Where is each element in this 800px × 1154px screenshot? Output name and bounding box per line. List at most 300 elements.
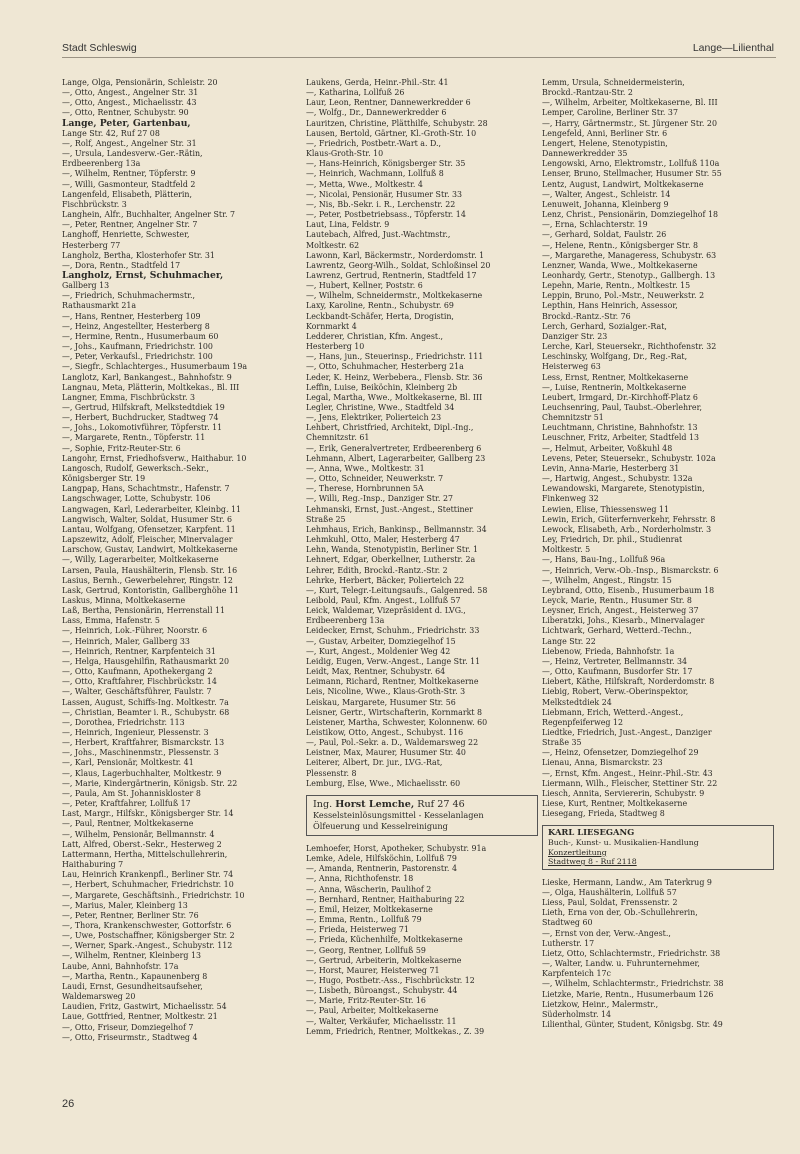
entry-continuation: Erdbeerenberg 13a: [62, 159, 141, 169]
directory-entry: [306, 413, 544, 423]
directory-entry: [542, 505, 782, 515]
entry-text: Langner, Emma, Fischbrückstr. 3: [62, 392, 196, 402]
entry-text: —, Gerhard, Soldat, Faulstr. 26: [542, 230, 667, 240]
entry-text: Lietzkow, Heinr., Malermstr.,: [542, 999, 659, 1009]
entry-text: Liesegang, Frieda, Stadtweg 8: [542, 809, 665, 819]
directory-entry: [542, 393, 782, 403]
directory-entry: [62, 433, 300, 443]
entry-continuation: Hesterberg 77: [62, 240, 121, 250]
entry-text: —, Heinz, Ofensetzer, Domziegelhof 29: [542, 748, 699, 758]
directory-entry: [306, 986, 544, 996]
entry-text: Leimann, Richard, Rentner, Moltkekaserne: [306, 677, 479, 687]
entry-text: Liesch, Annita, Serviererin, Schubystr. 9: [542, 788, 705, 798]
directory-entry: [306, 966, 544, 976]
entry-text: Leder, K. Heinz, Werbebera., Flensb. Str. 36: [306, 372, 483, 382]
directory-entry: [542, 220, 782, 230]
directory-entry: [62, 505, 300, 515]
entry-text: —, Otto, Friseur, Domziegelhof 7: [62, 1022, 194, 1032]
directory-entry: [306, 129, 544, 139]
directory-entry: [542, 291, 782, 301]
entry-text: —, Ernst von der, Verw.-Angest.,: [542, 928, 671, 938]
directory-entry: [542, 251, 782, 261]
entry-text: Lemhoefer, Horst, Apotheker, Schubystr. 91a: [306, 843, 487, 853]
entry-text: Laskus, Minna, Moltkekaserne: [62, 595, 186, 605]
entry-text: —, Willy, Lagerarbeiter, Moltkekaserne: [62, 555, 219, 565]
entry-text: Lengefeld, Anni, Berliner Str. 6: [542, 128, 668, 138]
entry-text: Liebenow, Frieda, Bahnhofstr. 1a: [542, 646, 675, 656]
entry-text: Lietzke, Marie, Rentn., Husumerbaum 126: [542, 989, 714, 999]
entry-text: —, Rolf, Angest., Angelner Str. 31: [62, 138, 197, 148]
directory-entry: [306, 667, 544, 677]
entry-text: —, Otto, Angest., Michaelisstr. 43: [62, 98, 197, 108]
directory-entry: [306, 626, 544, 636]
directory-entry: [542, 555, 782, 565]
directory-entry: [62, 657, 300, 667]
entry-continuation: Moltkestr. 5: [542, 545, 591, 555]
entry-text: —, Helga, Hausgehilfin, Rathausmarkt 20: [62, 656, 230, 666]
entry-text: Liess, Paul, Soldat, Frenssenstr. 2: [542, 898, 678, 908]
directory-entry: [306, 494, 544, 504]
directory-entry: [542, 190, 782, 200]
directory-entry: [542, 444, 782, 454]
directory-entry: [542, 352, 782, 372]
directory-entry: [542, 241, 782, 251]
directory-entry: [306, 946, 544, 956]
directory-entry: [306, 210, 544, 220]
directory-entry: [306, 935, 544, 945]
directory-entry: [62, 525, 300, 535]
directory-entry: [306, 383, 544, 393]
entry-text: Lawonn, Karl, Bäckermstr., Norderdomstr. 1: [306, 250, 485, 260]
entry-text: —, Otto, Schuhmacher, Hesterberg 21a: [306, 362, 464, 372]
directory-entry: [542, 1000, 782, 1020]
entry-text: —, Margarethe, Manageress, Schubystr. 63: [542, 250, 717, 260]
entry-text: —, Heinz, Angestellter, Hesterberg 8: [62, 321, 210, 331]
entry-text: Last, Margr., Hilfskr., Königsberger Str. 14: [62, 809, 234, 819]
entry-text: Laudien, Fritz, Gastwirt, Michaelisstr. 54: [62, 1002, 227, 1012]
entry-text: Leis, Nicoline, Wwe., Klaus-Groth-Str. 3: [306, 687, 466, 697]
directory-entry: [306, 586, 544, 596]
directory-entry: [306, 505, 544, 525]
entry-text: Langwagen, Karl, Lederarbeiter, Kleinbg. 11: [62, 504, 242, 514]
entry-text: —, Heinrich, Verw.-Ob.-Insp., Bismarckstr. 6: [542, 565, 719, 575]
directory-entry: [62, 484, 300, 494]
entry-text: —, Gertrud, Hilfskraft, Melkstedtdiek 19: [62, 403, 225, 412]
directory-entry: [542, 1020, 782, 1030]
entry-text: —, Walter, Angest., Schleistr. 14: [542, 189, 671, 199]
directory-entry: [306, 956, 544, 966]
ad-line: Buch-, Kunst- u. Musikalien-Handlung: [548, 838, 699, 847]
directory-entry: [62, 982, 300, 1002]
directory-entry: [62, 698, 300, 708]
directory-entry: [62, 951, 300, 961]
directory-entry: [542, 799, 782, 809]
entry-text: —, Anna, Wwe., Moltkestr. 31: [306, 463, 425, 473]
entry-text: —, Wilhelm, Rentner, Töpferstr. 9: [62, 169, 196, 179]
directory-entry: [306, 393, 544, 403]
directory-entry: [306, 758, 544, 778]
directory-entry: [542, 98, 782, 108]
directory-entry: [62, 555, 300, 565]
directory-entry: [306, 220, 544, 230]
entry-text: —, Nicolai, Pensionär, Husumer Str. 33: [306, 189, 463, 199]
directory-entry: [306, 698, 544, 708]
entry-text: —, Frieda, Küchenhilfe, Moltkekaserne: [306, 935, 463, 945]
entry-text: Laur, Leon, Rentner, Dannewerkredder 6: [306, 98, 471, 108]
entry-text: Lietz, Otto, Schlachtermstr., Friedrichstr. 38: [542, 948, 721, 958]
directory-entry: [306, 454, 544, 464]
directory-entry: [306, 874, 544, 884]
entry-text: —, Wilhelm, Schneidermstr., Moltkekaserne: [306, 291, 483, 301]
entry-text: Lentz, August, Landwirt, Moltkekaserne: [542, 179, 704, 189]
directory-entry: [542, 809, 782, 819]
directory-entry: [306, 996, 544, 1006]
entry-text: Latt, Alfred, Oberst.-Sekr., Hesterweg 2: [62, 839, 222, 849]
entry-text: —, Emma, Rentn., Lollfuß 79: [306, 915, 422, 925]
entry-text: —, Wilhelm, Arbeiter, Moltkekaserne, Bl. III: [542, 98, 718, 108]
directory-entry: [542, 301, 782, 321]
entry-text: Langosch, Rudolf, Gewerksch.-Sekr.,: [62, 463, 209, 473]
entry-text: Liberatzki, Johs., Kiesarb., Minervalager: [542, 616, 705, 626]
entry-continuation: Brockd.-Rantzau-Str. 2: [542, 88, 633, 98]
directory-entry: [306, 637, 544, 647]
entry-text: —, Johs., Maschinenmstr., Plessenstr. 3: [62, 748, 219, 758]
entry-text: —, Klaus, Lagerbuchhalter, Moltkestr. 9: [62, 768, 222, 778]
entry-text: Laube, Anni, Bahnhofstr. 17a: [62, 961, 179, 971]
entry-text: —, Helmut, Arbeiter, Voßkuhl 48: [542, 443, 673, 453]
entry-text: —, Erik, Generalvertreter, Erdbeerenberg 6: [306, 443, 482, 453]
directory-entry: [542, 769, 782, 779]
directory-entry: [306, 677, 544, 687]
entry-text: Lau, Heinrich Krankenpfl., Berliner Str. 74: [62, 870, 234, 880]
entry-text: —, Frieda, Heisterweg 71: [306, 925, 409, 935]
entry-text: —, Werner, Spark.-Angest., Schubystr. 112: [62, 941, 233, 951]
ad-title-prefix: Ing.: [313, 798, 333, 810]
directory-entry: [306, 657, 544, 667]
directory-entry: [542, 484, 782, 504]
entry-text: Lewien, Elise, Thiessensweg 11: [542, 504, 669, 514]
directory-entry: [542, 403, 782, 423]
entry-text: Ledderer, Christian, Kfm. Angest.,: [306, 331, 444, 341]
directory-entry: [62, 393, 300, 403]
directory-entry: [62, 1033, 300, 1043]
ad-title: KARL LIESEGANG: [548, 827, 635, 838]
directory-entry: [62, 230, 300, 250]
entry-text: —, Wilhelm, Schlachtermstr., Friedrichstr. 38: [542, 979, 724, 989]
entry-text: —, Lisbeth, Büroangst., Schubystr. 44: [306, 986, 458, 996]
entry-text: Lehbert, Christfried, Architekt, Dipl.-Ing.,: [306, 423, 474, 433]
entry-text: Larsen, Paula, Haushälterin, Flensb. Str. 16: [62, 565, 238, 575]
entry-text: Leidig, Eugen, Verw.-Angest., Lange Str. 11: [306, 656, 481, 666]
directory-entry: [542, 566, 782, 576]
entry-text: Lengowski, Arno, Elektromstr., Lollfuß 110a: [542, 159, 720, 169]
entry-text: Lasius, Bernh., Gewerbelehrer, Ringstr. 12: [62, 575, 233, 585]
entry-text: Lemburg, Else, Wwe., Michaelisstr. 60: [306, 778, 461, 788]
entry-text: —, Otto, Friseurmstr., Stadtweg 4: [62, 1032, 198, 1042]
directory-entry-highlighted: [62, 271, 300, 291]
entry-text: Leiterer, Albert, Dr. jur., LVG.-Rat,: [306, 758, 443, 768]
directory-entry: [306, 474, 544, 484]
directory-entry: [306, 200, 544, 210]
directory-entry: [306, 352, 544, 362]
entry-text: —, Margarete, Geschäftsinh., Friedrichstr. 10: [62, 890, 245, 900]
entry-continuation: Danziger Str. 23: [542, 331, 608, 341]
entry-text: Langnau, Meta, Plätterin, Moltkekas., Bl. III: [62, 382, 240, 392]
directory-entry: [62, 708, 300, 718]
entry-text: —, Georg, Rentner, Lollfuß 59: [306, 945, 426, 955]
directory-entry: [542, 423, 782, 433]
directory-entry: [542, 959, 782, 979]
directory-entry: [542, 271, 782, 281]
entry-text: —, Ursula, Landesverw.-Ger.-Rätin,: [62, 149, 203, 159]
entry-text: Lenser, Bruno, Stellmacher, Husumer Str. 55: [542, 169, 722, 179]
entry-text: Leschinsky, Wolfgang, Dr., Reg.-Rat,: [542, 352, 688, 362]
entry-text: Leiskau, Margarete, Husumer Str. 56: [306, 697, 456, 707]
entry-text: Langohr, Ernst, Friedhofsverw., Haithabur. 10: [62, 453, 247, 463]
entry-text: Leuschner, Fritz, Arbeiter, Stadtfeld 13: [542, 433, 700, 443]
directory-entry: [306, 108, 544, 118]
directory-entry: [306, 925, 544, 935]
directory-entry: [62, 291, 300, 311]
directory-entry: [306, 88, 544, 98]
page-number: 26: [62, 1098, 75, 1110]
entry-text: —, Ernst, Kfm. Angest., Heinr.-Phil.-Str. 43: [542, 768, 713, 778]
directory-entry: [306, 403, 544, 413]
directory-entry: [306, 566, 544, 576]
directory-entry: [62, 941, 300, 951]
entry-text: Lenuweit, Johanna, Kleinberg 9: [542, 199, 669, 209]
directory-entry: [306, 779, 544, 789]
entry-text: —, Horst, Maurer, Heisterweg 71: [306, 965, 440, 975]
directory-entry: [62, 312, 300, 322]
entry-text: —, Hugo, Postbetr.-Ass., Fischbrückstr. 12: [306, 975, 475, 985]
entry-continuation: Chemnitzstr. 61: [306, 433, 370, 443]
entry-continuation: Waldemarsweg 20: [62, 992, 136, 1002]
directory-entry: [62, 88, 300, 98]
directory-entry: [306, 1006, 544, 1016]
entry-text: —, Peter, Kraftfahrer, Lollfuß 17: [62, 799, 191, 809]
directory-entry: [542, 281, 782, 291]
entry-continuation: Lange Str. 22: [542, 636, 596, 646]
directory-entry: [62, 891, 300, 901]
directory-entry: [306, 301, 544, 311]
directory-entry: [62, 322, 300, 332]
entry-text: —, Metta, Wwe., Moltkestr. 4: [306, 179, 423, 189]
entry-text: Lehmann, Albert, Lagerarbeiter, Gallberg 23: [306, 453, 486, 463]
directory-entry: [542, 576, 782, 586]
entry-text: —, Herbert, Schuhmacher, Friedrichstr. 10: [62, 880, 234, 890]
entry-text: Legal, Martha, Wwe., Moltkekaserne, Bl. III: [306, 392, 483, 402]
directory-entry: [62, 352, 300, 362]
entry-continuation: Haithaburing 7: [62, 860, 124, 870]
entry-text: Lantau, Wolfgang, Ofensetzer, Karpfent. 11: [62, 524, 236, 534]
directory-entry: [62, 190, 300, 210]
entry-text: —, Heinrich, Ingenieur, Plessenstr. 3: [62, 728, 209, 737]
entry-text: —, Margarete, Rentn., Töpferstr. 11: [62, 433, 206, 443]
column-2: [306, 78, 544, 1037]
entry-text: Leckbandt-Schäfer, Herta, Drogistin,: [306, 311, 454, 321]
directory-entry: [306, 281, 544, 291]
directory-entry: [542, 929, 782, 949]
directory-entry: [542, 342, 782, 352]
entry-text: Leubert, Irmgard, Dr.-Kirchhoff-Platz 6: [542, 392, 698, 402]
directory-entry: [306, 905, 544, 915]
entry-text: —, Friedrich, Postbetr.-Wart a. D.,: [306, 138, 442, 148]
directory-entry: [306, 291, 544, 301]
entry-text: —, Johs., Kaufmann, Friedrichstr. 100: [62, 342, 213, 352]
directory-entry: [306, 525, 544, 535]
entry-text: —, Paul, Arbeiter, Moltkekaserne: [306, 1006, 439, 1016]
entry-continuation: Lutherstr. 17: [542, 938, 595, 948]
entry-text: —, Dorothea, Friedrichstr. 113: [62, 717, 185, 727]
header-city: Stadt Schleswig: [62, 42, 137, 54]
directory-entry: [306, 1027, 544, 1037]
directory-entry: [542, 979, 782, 989]
entry-continuation: Hesterberg 10: [306, 342, 365, 352]
entry-continuation: Straße 25: [306, 514, 346, 524]
entry-text: Levin, Anna-Marie, Hesterberg 31: [542, 463, 680, 473]
directory-entry: [62, 149, 300, 169]
entry-continuation: Chemnitzstr 51: [542, 413, 604, 423]
entry-text: Larschow, Gustav, Landwirt, Moltkekaserne: [62, 545, 238, 555]
directory-entry: [542, 758, 782, 768]
entry-text: Lenz, Christ., Pensionärin, Domziegelhof 18: [542, 210, 718, 220]
directory-entry: [62, 748, 300, 758]
entry-text: Lewin, Erich, Güterfernverkehr, Fehrsstr. 8: [542, 514, 716, 524]
directory-entry: [542, 586, 782, 596]
entry-text: Leppin, Bruno, Pol.-Mstr., Neuwerkstr. 2: [542, 291, 705, 301]
entry-text: —, Walter, Geschäftsführer, Faulstr. 7: [62, 687, 212, 697]
directory-entry: [306, 915, 544, 925]
directory-entry: [306, 484, 544, 494]
entry-text: Lichtwark, Gerhard, Wetterd.-Techn.,: [542, 626, 692, 636]
directory-entry: [62, 342, 300, 352]
directory-entry: [306, 119, 544, 129]
entry-text: Lehnert, Edgar, Oberkellner, Lutherstr. 2a: [306, 555, 476, 565]
entry-text: Lehmhaus, Erich, Bankinsp., Bellmannstr. 34: [306, 524, 487, 534]
entry-text: —, Hubert, Kellner, Poststr. 6: [306, 281, 423, 291]
directory-entry: [62, 758, 300, 768]
entry-text: —, Wilhelm, Rentner, Kleinberg 13: [62, 951, 202, 961]
entry-text: —, Otto, Angest., Angelner Str. 31: [62, 88, 199, 98]
directory-entry: [62, 454, 300, 464]
directory-entry: [306, 261, 544, 271]
ad-line: Kesselsteinlösungsmittel - Kesselanlagen: [313, 809, 484, 820]
entry-continuation: Rathausmarkt 21a: [62, 301, 137, 311]
entry-text: —, Olga, Haushälterin, Lollfuß 57: [542, 887, 677, 897]
entry-text: Langwisch, Walter, Soldat, Husumer Str. 6: [62, 514, 233, 524]
entry-text: Lenzner, Wanda, Wwe., Moltkekaserne: [542, 260, 698, 270]
directory-entry: [306, 464, 544, 474]
entry-text: Leffin, Luise, Beiköchin, Kleinberg 2b: [306, 382, 458, 392]
directory-entry: [542, 108, 782, 118]
entry-text: Lewock, Elisabeth, Arb., Norderholmstr. 3: [542, 524, 712, 534]
directory-entry: [542, 596, 782, 606]
entry-text: Leistner, Max, Maurer, Husumer Str. 40: [306, 748, 466, 758]
entry-text: —, Paul, Pol.-Sekr. a. D., Waldemarsweg 22: [306, 738, 479, 748]
directory-entry: [62, 809, 300, 819]
entry-text: —, Marie, Fritz-Reuter-Str. 16: [306, 996, 426, 1006]
directory-entry: [62, 637, 300, 647]
entry-text: Lerche, Karl, Steuersekr., Richthofenstr. 32: [542, 342, 717, 352]
entry-text: —, Luise, Rentnerin, Moltkekaserne: [542, 382, 687, 392]
directory-entry: [542, 687, 782, 707]
entry-continuation: Straße 35: [542, 738, 582, 748]
entry-text: —, Nis, Bb.-Sekr. i. R., Lerchenstr. 22: [306, 199, 456, 209]
entry-text: —, Hans, jun., Steuerinsp., Friedrichstr. 111: [306, 352, 484, 362]
directory-entry: [306, 854, 544, 864]
entry-text: Leidt, Max, Rentner, Schubystr. 64: [306, 667, 446, 677]
directory-entry: [62, 901, 300, 911]
directory-entry: [542, 647, 782, 657]
directory-entry-highlighted: [62, 119, 300, 139]
directory-entry: [62, 931, 300, 941]
entry-text: Lauritzen, Christine, Plätthilfe, Schubystr. 28: [306, 118, 488, 128]
directory-entry: [542, 261, 782, 271]
directory-entry: [306, 444, 544, 454]
directory-entry: [542, 990, 782, 1000]
directory-entry: [62, 596, 300, 606]
column-3: [542, 78, 782, 1030]
ad-line: Konzertleitung: [548, 847, 607, 857]
directory-entry: [62, 911, 300, 921]
directory-entry: [542, 200, 782, 210]
entry-text: —, Peter, Verkaufsl., Friedrichstr. 100: [62, 352, 213, 362]
directory-entry: [62, 332, 300, 342]
directory-entry: [62, 444, 300, 454]
entry-continuation: Regenpfeiferweg 12: [542, 717, 623, 727]
directory-entry: [542, 180, 782, 190]
directory-entry: [542, 779, 782, 789]
entry-text: —, Paula, Am St. Johanniskloster 8: [62, 788, 201, 798]
directory-entry: [306, 362, 544, 372]
entry-text: Leibold, Paul, Kfm. Angest., Lollfuß 57: [306, 595, 461, 605]
directory-entry: [542, 119, 782, 129]
directory-entry: [62, 494, 300, 504]
directory-entry: [306, 98, 544, 108]
entry-text: Liedtke, Friedrich, Just.-Angest., Danziger: [542, 728, 712, 737]
entry-text: Leuchsenring, Paul, Taubst.-Oberlehrer,: [542, 403, 702, 412]
directory-entry: [306, 864, 544, 874]
entry-text: Laukens, Gerda, Heinr.-Phil.-Str. 41: [306, 78, 449, 87]
entry-text: —, Siegfr., Schlachterges., Husumerbaum 19a: [62, 362, 248, 372]
directory-entry: [542, 139, 782, 159]
directory-entry: [542, 230, 782, 240]
entry-text: —, Gustav, Arbeiter, Domziegelhof 15: [306, 636, 456, 646]
directory-entry: [542, 888, 782, 898]
directory-entry: [306, 606, 544, 626]
directory-entry: [62, 515, 300, 525]
directory-entry: [542, 383, 782, 393]
advertisement-liesegang: [542, 825, 774, 869]
directory-entry: [306, 332, 544, 352]
directory-entry: [62, 972, 300, 982]
entry-text: Leyck, Marie, Rentn., Husumer Str. 8: [542, 595, 692, 605]
directory-entry: [62, 870, 300, 880]
entry-text: —, Emil, Heizer, Moltkekaserne: [306, 904, 433, 914]
directory-entry: [62, 98, 300, 108]
entry-text: Lausen, Bertold, Gärtner, Kl.-Groth-Str. 10: [306, 128, 477, 138]
directory-entry: [62, 576, 300, 586]
directory-entry: [542, 78, 782, 98]
directory-entry: [542, 949, 782, 959]
directory-entry: [62, 373, 300, 383]
entry-text: Lehn, Wanda, Stenotypistin, Berliner Str. 1: [306, 545, 479, 555]
entry-text: —, Peter, Rentner, Angelner Str. 7: [62, 220, 198, 230]
directory-entry: [306, 159, 544, 169]
directory-entry: [62, 769, 300, 779]
directory-entry: [542, 667, 782, 677]
